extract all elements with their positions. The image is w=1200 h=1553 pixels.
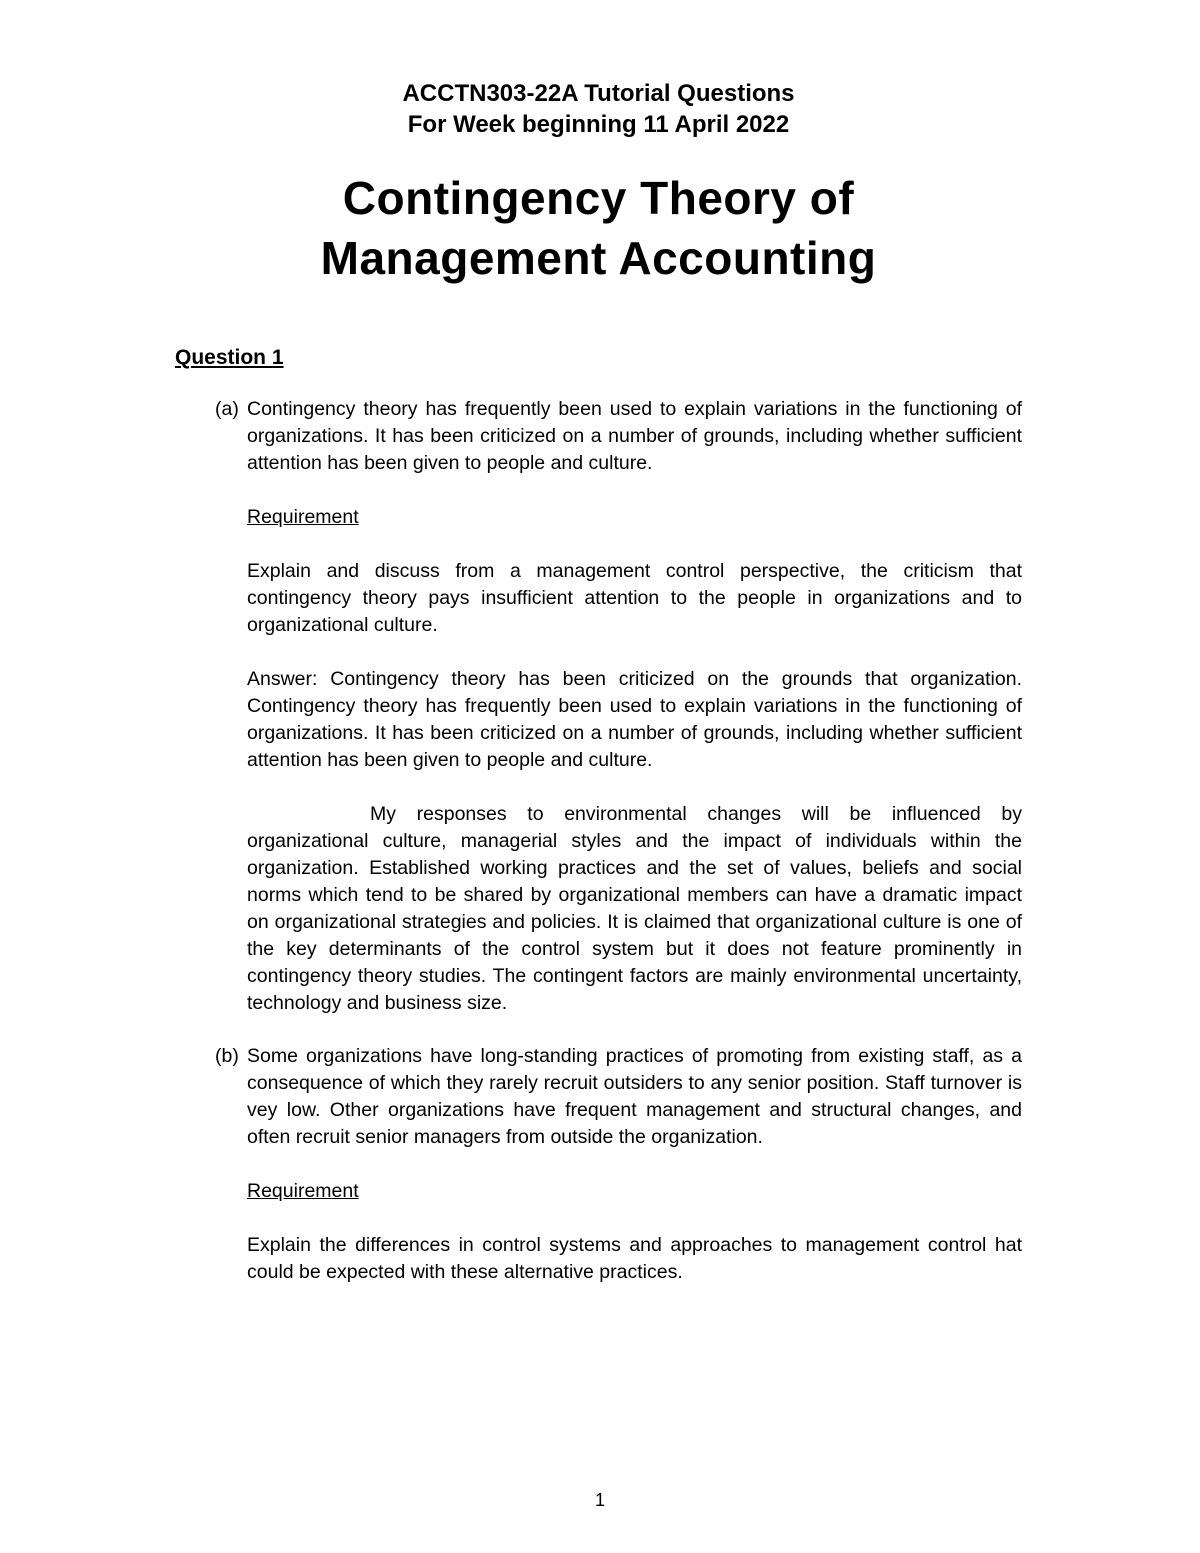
course-code-line: ACCTN303-22A Tutorial Questions (402, 80, 795, 107)
page-number: 1 (594, 1490, 605, 1510)
part-b-requirement-text: Explain the differences in control systems and approaches to management control hat could be expected with these alternative practices. (247, 1234, 1022, 1283)
question-1-heading: Question 1 (175, 346, 284, 369)
part-b-label: (b) (215, 1045, 239, 1067)
part-a-answer-paragraph-1: Answer: Contingency theory has been criticized on the grounds that organization. Contingency theory has frequently been used to explain variations in the functioning of organizations. It has been criticized on a number of grounds, including whether sufficient attention has been given to people and culture. (247, 668, 1022, 771)
question-1-part-b (215, 1043, 1022, 1286)
part-a-requirement-text: Explain and discuss from a management control perspective, the criticism that contingency theory pays insufficient attention to the people in organizations and to organizational culture. (247, 560, 1022, 636)
part-b-body (247, 1043, 1022, 1286)
title-line-2: Management Accounting (320, 232, 877, 284)
week-line: For Week beginning 11 April 2022 (407, 111, 790, 138)
question-1-part-a (215, 396, 1022, 1017)
part-a-label: (a) (215, 398, 239, 420)
part-b-requirement-heading: Requirement (247, 1180, 359, 1202)
part-a-answer-paragraph-2: My responses to environmental changes will be influenced by organizational culture, managerial styles and the impact of individuals within the organization. Established working practices and the set of values, beliefs and social norms which tend to be shared by organizational members can have a dramatic impact on organizational strategies and policies. It is claimed that organizational culture is one of the key determinants of the control system but it does not feature prominently in contingency theory studies. The contingent factors are mainly environmental uncertainty, technology and business size. (247, 803, 1022, 1014)
part-a-body (247, 396, 1022, 1017)
part-a-intro-paragraph: Contingency theory has frequently been used to explain variations in the functioning of organizations. It has been criticized on a number of grounds, including whether sufficient attention has been given to people and culture. (247, 398, 1022, 474)
title-line-1: Contingency Theory of (342, 172, 855, 224)
document-header (175, 78, 1022, 140)
part-b-intro-paragraph: Some organizations have long-standing practices of promoting from existing staff, as a consequence of which they rarely recruit outsiders to any senior position. Staff turnover is vey low. Other organizations have frequent management and structural changes, and often recruit senior managers from outside the organization. (247, 1045, 1022, 1148)
document-title (175, 168, 1022, 288)
part-a-requirement-heading: Requirement (247, 506, 359, 528)
